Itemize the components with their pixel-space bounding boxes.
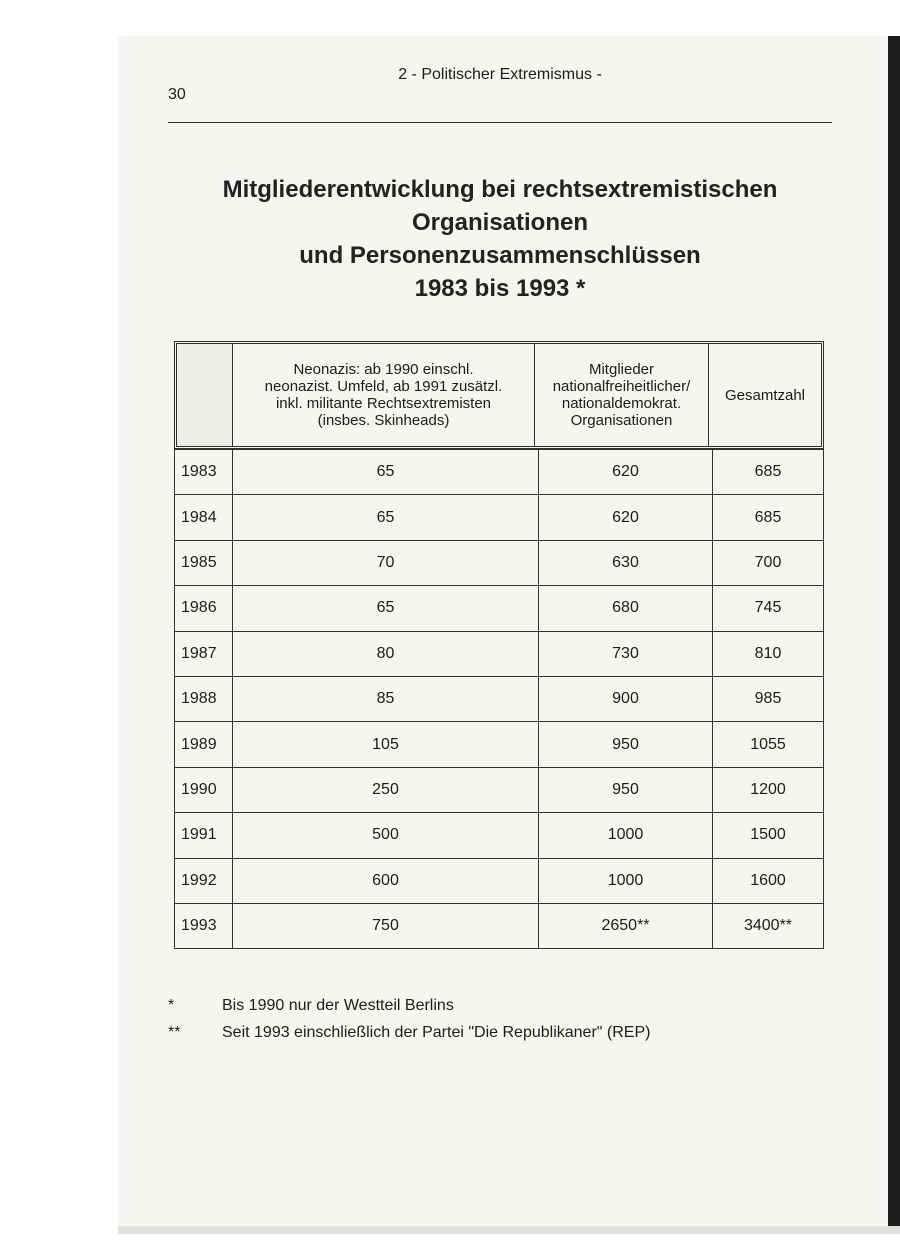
footnote-mark: * [168, 997, 175, 1014]
cell-gesamtzahl: 1600 [750, 871, 786, 889]
footnote-text: Bis 1990 nur der Westteil Berlins [222, 997, 454, 1014]
table-title [168, 173, 832, 305]
cell-gesamtzahl: 1055 [750, 735, 786, 753]
cell-gesamtzahl: 3400** [743, 917, 793, 935]
cell-neonazis: 80 [233, 632, 539, 676]
header-line: Mitglieder [588, 361, 655, 378]
table-row [175, 540, 823, 585]
footnotes [168, 992, 650, 1046]
cell-gesamtzahl: 685 [754, 463, 782, 481]
cell-year: 1985 [175, 541, 233, 585]
title-line: Mitgliederentwicklung bei rechtsextremistischen [222, 176, 778, 203]
cell-neonazis: 65 [233, 495, 539, 539]
table-row [175, 812, 823, 857]
title-line: Organisationen [411, 209, 589, 236]
cell-gesamtzahl: 810 [754, 644, 782, 662]
cell-neonazis: 70 [233, 541, 539, 585]
footnote-mark: ** [168, 1024, 181, 1041]
cell-neonazis: 750 [233, 904, 539, 948]
cell-gesamtzahl: 700 [754, 553, 782, 571]
cell-year: 1990 [175, 768, 233, 812]
header-neonazis [233, 344, 535, 446]
cell-neonazis: 600 [233, 859, 539, 903]
footnote [168, 1019, 650, 1046]
data-table [174, 449, 824, 949]
cell-mitglieder: 900 [539, 677, 713, 721]
cell-year: 1984 [175, 495, 233, 539]
page-edge-shadow [888, 36, 900, 1232]
cell-mitglieder: 620 [539, 450, 713, 494]
cell-year: 1991 [175, 813, 233, 857]
header-line: inkl. militante Rechtsextremisten [275, 395, 492, 412]
table-row [175, 721, 823, 766]
cell-year: 1986 [175, 586, 233, 630]
header-line: (insbes. Skinheads) [317, 412, 450, 429]
header-gesamtzahl [709, 344, 821, 446]
footnote-text: Seit 1993 einschließlich der Partei "Die Republikaner" (REP) [222, 1024, 651, 1041]
header-year-cell [177, 344, 233, 446]
header-line: Gesamtzahl [724, 386, 806, 404]
cell-mitglieder: 630 [539, 541, 713, 585]
cell-year: 1993 [175, 904, 233, 948]
cell-year: 1989 [175, 722, 233, 766]
table-row [175, 676, 823, 721]
cell-neonazis: 65 [233, 450, 539, 494]
cell-neonazis: 85 [233, 677, 539, 721]
cell-neonazis: 65 [233, 586, 539, 630]
table-row [175, 449, 823, 494]
header-line: Organisationen [570, 412, 673, 429]
header-rule [168, 122, 832, 123]
header-line: neonazist. Umfeld, ab 1991 zusätzl. [264, 378, 503, 395]
title-line: 1983 bis 1993 * [414, 275, 586, 302]
page-bottom-shadow [118, 1226, 900, 1234]
cell-neonazis: 105 [233, 722, 539, 766]
cell-mitglieder: 680 [539, 586, 713, 630]
footnote [168, 992, 650, 1019]
table-row [175, 631, 823, 676]
cell-mitglieder: 950 [539, 768, 713, 812]
header-line: nationaldemokrat. [561, 395, 682, 412]
table-row [175, 494, 823, 539]
cell-gesamtzahl: 745 [754, 599, 782, 617]
cell-gesamtzahl: 1500 [750, 826, 786, 844]
cell-year: 1987 [175, 632, 233, 676]
cell-mitglieder: 2650** [539, 904, 713, 948]
header-line: nationalfreiheitlicher/ [552, 378, 691, 395]
cell-mitglieder: 1000 [539, 813, 713, 857]
table-row [175, 585, 823, 630]
table-row [175, 767, 823, 812]
table-header [174, 341, 824, 449]
running-header: 2 - Politischer Extremismus - [398, 66, 602, 83]
cell-neonazis: 250 [233, 768, 539, 812]
cell-neonazis: 500 [233, 813, 539, 857]
title-line: und Personenzusammenschlüssen [299, 242, 701, 269]
cell-mitglieder: 950 [539, 722, 713, 766]
cell-mitglieder: 1000 [539, 859, 713, 903]
cell-gesamtzahl: 985 [754, 690, 782, 708]
cell-gesamtzahl: 1200 [750, 780, 786, 798]
header-line: Neonazis: ab 1990 einschl. [293, 361, 474, 378]
cell-mitglieder: 730 [539, 632, 713, 676]
cell-year: 1988 [175, 677, 233, 721]
page-number: 30 [168, 86, 186, 103]
cell-mitglieder: 620 [539, 495, 713, 539]
table-row [175, 903, 823, 948]
table-row [175, 858, 823, 903]
cell-year: 1983 [175, 450, 233, 494]
cell-gesamtzahl: 685 [754, 508, 782, 526]
cell-year: 1992 [175, 859, 233, 903]
header-mitglieder [535, 344, 709, 446]
